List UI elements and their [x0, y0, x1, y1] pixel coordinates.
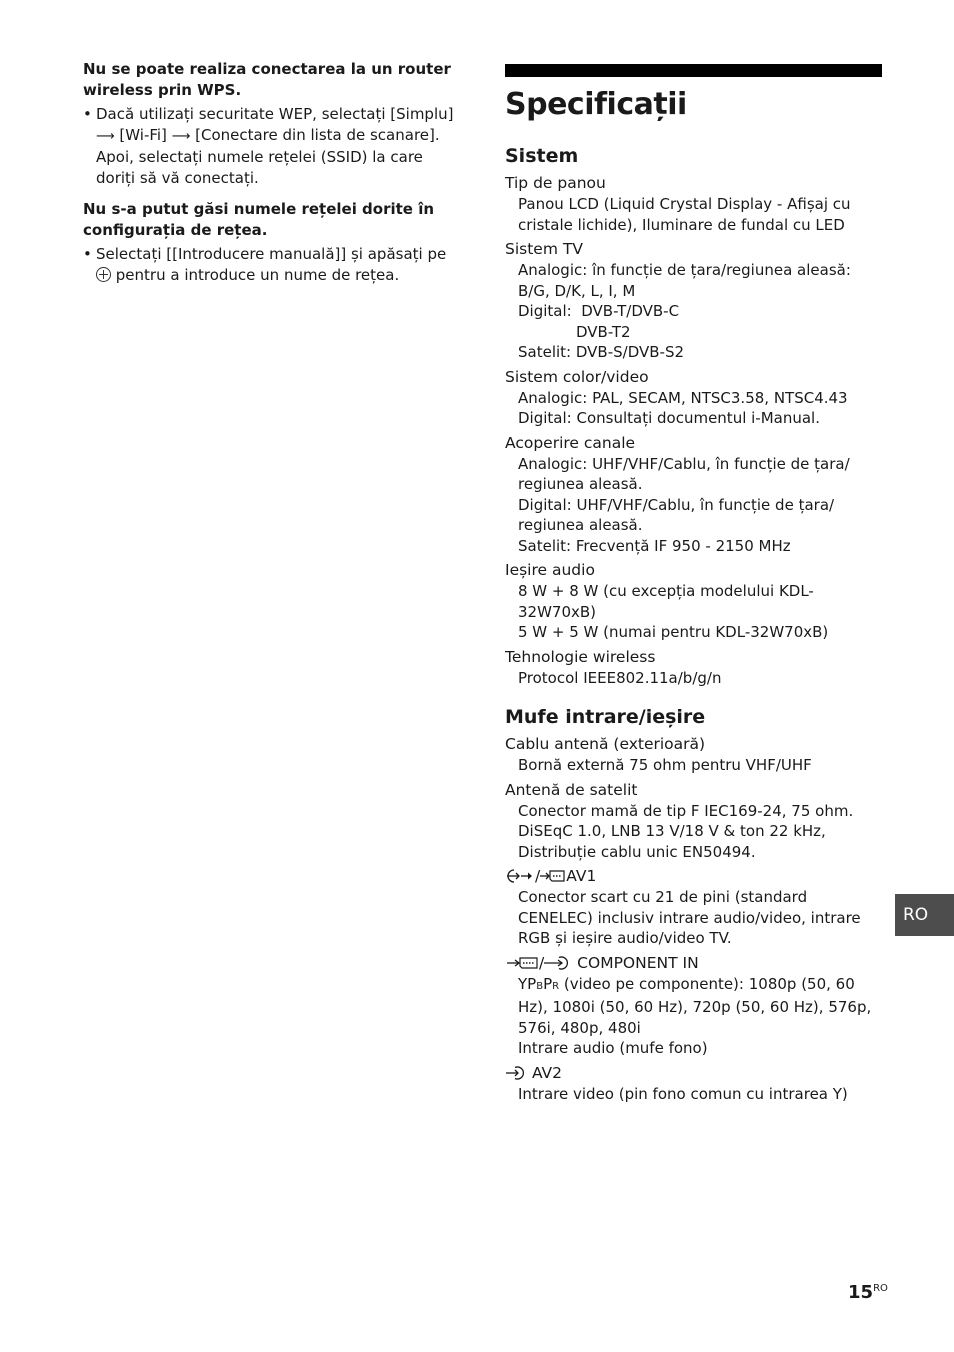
comp-pb-b: B — [536, 980, 544, 992]
spec-av1 — [505, 866, 885, 949]
spec-color-system — [505, 367, 885, 429]
specifications-column — [505, 64, 885, 1104]
input-output-icon — [505, 868, 535, 884]
spec-label: Antenă de satelit — [505, 780, 638, 799]
troubleshooting-column — [83, 59, 463, 286]
comp-pr-r: R — [552, 980, 560, 992]
spec-av2 — [505, 1063, 885, 1105]
text-manual-entry: Selectați [[Introducere manuală]] și apăsați pe — [96, 245, 447, 263]
issue-network-list — [83, 244, 463, 286]
text-wifi: [Wi-Fi] — [119, 126, 167, 144]
spec-value: Digital: DVB-T/DVB-C — [518, 302, 680, 320]
list-item — [83, 104, 463, 189]
spec-wireless — [505, 647, 885, 689]
spec-antenna-cable — [505, 734, 885, 776]
spec-label: Cablu antenă (exterioară) — [505, 735, 706, 753]
spec-value: Protocol IEEE802.11a/b/g/n — [518, 668, 722, 687]
component-name: COMPONENT IN — [577, 953, 699, 972]
input-icon — [544, 955, 572, 971]
page-number-suffix: RO — [873, 1283, 888, 1294]
spec-value: Analogic: în funcție de țara/regiunea aleasă: — [518, 261, 851, 279]
scart-icon — [540, 868, 566, 884]
spec-value: 8 W + 8 W (cu excepția modelului KDL-32W70xB) — [518, 582, 814, 621]
text-scan-list: [Conectare din lista de scanare]. — [195, 126, 440, 144]
spec-value: Conector mamă de tip F IEC169-24, 75 ohm. DiSEqC 1.0, LNB 13 V/18 V & ton 22 kHz, Distribuție cablu unic EN50494. — [518, 801, 854, 861]
comp-y: Y — [518, 974, 528, 993]
av1-name: AV1 — [566, 867, 597, 885]
spec-value: Analogic: PAL, SECAM, NTSC3.58, NTSC4.43 — [518, 388, 848, 407]
text-wep: Dacă utilizați securitate WEP, selectați [Simplu] — [96, 105, 454, 123]
spec-label: Sistem color/video — [505, 367, 649, 386]
page-title: Specificații — [505, 87, 687, 122]
page-number — [848, 1282, 888, 1303]
input-icon — [505, 1065, 527, 1081]
center-button-icon — [96, 267, 111, 282]
spec-label: Acoperire canale — [505, 433, 636, 452]
comp-description: (video pe componente): 1080p (50, 60 Hz), 1080i (50, 60 Hz), 720p (50, 60 Hz), 576p, 576i, 480p, 480i — [518, 974, 872, 1037]
issue-heading-wps: Nu se poate realiza conectarea la un router wireless prin WPS. — [83, 60, 451, 99]
issue-heading-network-name: Nu s-a putut găsi numele rețelei dorite în configurația de rețea. — [83, 200, 435, 239]
spec-label — [505, 866, 885, 887]
section-heading-io: Mufe intrare/ieșire — [505, 706, 706, 728]
text-enter-name: pentru a introduce un nume de rețea. — [115, 266, 400, 284]
spec-label — [505, 1063, 885, 1084]
spec-value: Bornă externă 75 ohm pentru VHF/UHF — [518, 756, 812, 774]
comp-pb-p: P — [527, 974, 537, 993]
section-heading-system: Sistem — [505, 145, 579, 167]
page-number-value: 15 — [848, 1282, 874, 1303]
issue-wps-list — [83, 104, 463, 189]
spec-label: Tip de panou — [505, 174, 606, 192]
spec-value: DVB-T2 — [576, 322, 631, 341]
spec-component-in — [505, 953, 885, 1059]
title-bar — [505, 64, 882, 77]
spec-label: Tehnologie wireless — [505, 647, 656, 666]
spec-value: B/G, D/K, L, I, M — [518, 281, 636, 300]
spec-value: Satelit: DVB-S/DVB-S2 — [518, 343, 685, 361]
spec-value: Digital: Consultați documentul i-Manual. — [518, 409, 820, 427]
spec-value: Intrare video (pin fono comun cu intrarea Y) — [518, 1084, 848, 1103]
spec-value: 5 W + 5 W (numai pentru KDL-32W70xB) — [518, 623, 829, 641]
language-tab: RO — [895, 894, 954, 936]
spec-value: Panou LCD (Liquid Crystal Display - Afișaj cu cristale lichide), Iluminare de fundal cu LED — [518, 195, 851, 234]
spec-satellite-antenna — [505, 780, 885, 863]
comp-pr-p: P — [543, 974, 553, 993]
spec-audio-output — [505, 560, 885, 643]
arrow-right-icon: ⟶ — [171, 129, 191, 144]
sep: / — [535, 867, 541, 885]
spec-channel-coverage — [505, 433, 885, 557]
spec-value: Digital: UHF/VHF/Cablu, în funcție de țara/ regiunea aleasă. — [518, 495, 835, 534]
text-select-ssid: Apoi, selectați numele rețelei (SSID) la care doriți să vă conectați. — [96, 148, 423, 187]
spec-tv-system — [505, 239, 885, 363]
scart-icon — [505, 955, 539, 971]
spec-value: Analogic: UHF/VHF/Cablu, în funcție de țara/ regiunea aleasă. — [518, 454, 850, 493]
spec-value: Conector scart cu 21 de pini (standard CENELEC) inclusiv intrare audio/video, intrare RGB și ieșire audio/video TV. — [518, 888, 861, 947]
spec-value: Intrare audio (mufe fono) — [518, 1039, 708, 1057]
spec-label — [505, 953, 885, 974]
sep: / — [539, 953, 545, 972]
spec-label: Ieșire audio — [505, 561, 595, 579]
spec-value — [505, 974, 885, 1039]
spec-value: Satelit: Frecvență IF 950 - 2150 MHz — [518, 536, 791, 555]
av2-name: AV2 — [531, 1063, 563, 1082]
list-item — [83, 244, 463, 286]
spec-panel-type — [505, 173, 885, 235]
spec-label: Sistem TV — [505, 240, 583, 258]
arrow-right-icon: ⟶ — [96, 129, 115, 144]
